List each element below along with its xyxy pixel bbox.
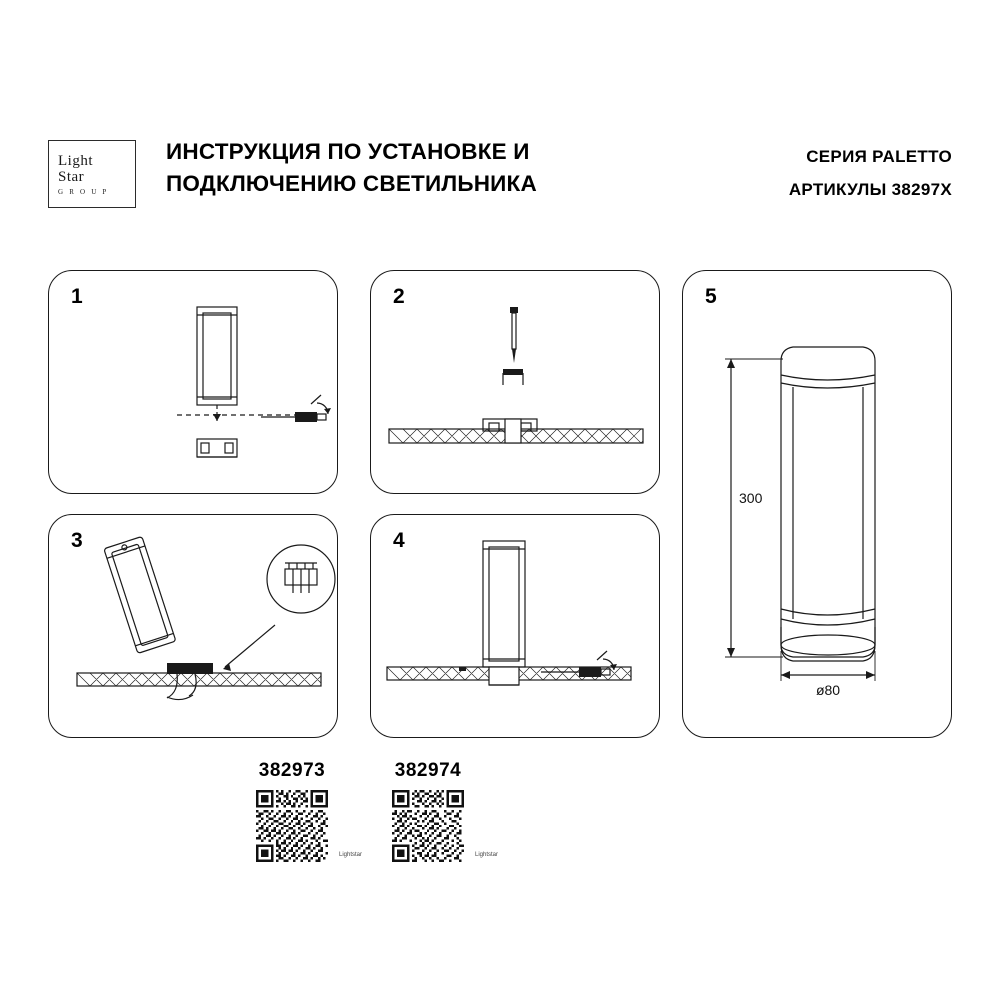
page-title: ИНСТРУКЦИЯ ПО УСТАНОВКЕ И ПОДКЛЮЧЕНИЮ СВЕТИЛЬНИКА: [166, 139, 537, 196]
step-4-diagram: [371, 515, 661, 739]
series-name: СЕРИЯ PALETTO: [806, 147, 952, 166]
product-code-label: 382973: [258, 760, 326, 781]
step-panel-3: [48, 514, 338, 738]
step-3-diagram: [49, 515, 339, 739]
brand-logo: [48, 140, 136, 208]
qr-badge-label: Lightstar: [474, 852, 498, 858]
qr-code-image[interactable]: [256, 790, 362, 862]
step-number-5: 5: [705, 285, 717, 308]
logo-text-star: Star: [58, 168, 85, 185]
height-dimension-label: 300: [739, 490, 763, 506]
product-code-label: 382974: [394, 760, 462, 781]
logo-text-light: Light: [58, 152, 93, 169]
step-panel-4: [370, 514, 660, 738]
step-number-4: 4: [393, 529, 405, 552]
step-number-3: 3: [71, 529, 83, 552]
step-1-diagram: [49, 271, 339, 495]
product-dimensions-diagram: [683, 271, 953, 739]
step-number-1: 1: [71, 285, 83, 308]
logo-text-group: G R O U P: [58, 187, 109, 196]
qr-code-image[interactable]: [392, 790, 498, 862]
diameter-dimension-label: ø80: [815, 682, 841, 698]
series-articles: АРТИКУЛЫ 38297X: [788, 180, 952, 199]
step-number-2: 2: [393, 285, 405, 308]
step-panel-5: [682, 270, 952, 738]
qr-block-382973: [222, 760, 362, 862]
step-2-diagram: [371, 271, 661, 495]
qr-badge-label: Lightstar: [338, 852, 362, 858]
series-info: [622, 140, 952, 206]
step-panel-2: [370, 270, 660, 494]
step-panel-1: [48, 270, 338, 494]
qr-block-382974: [358, 760, 498, 862]
header: [48, 136, 952, 226]
